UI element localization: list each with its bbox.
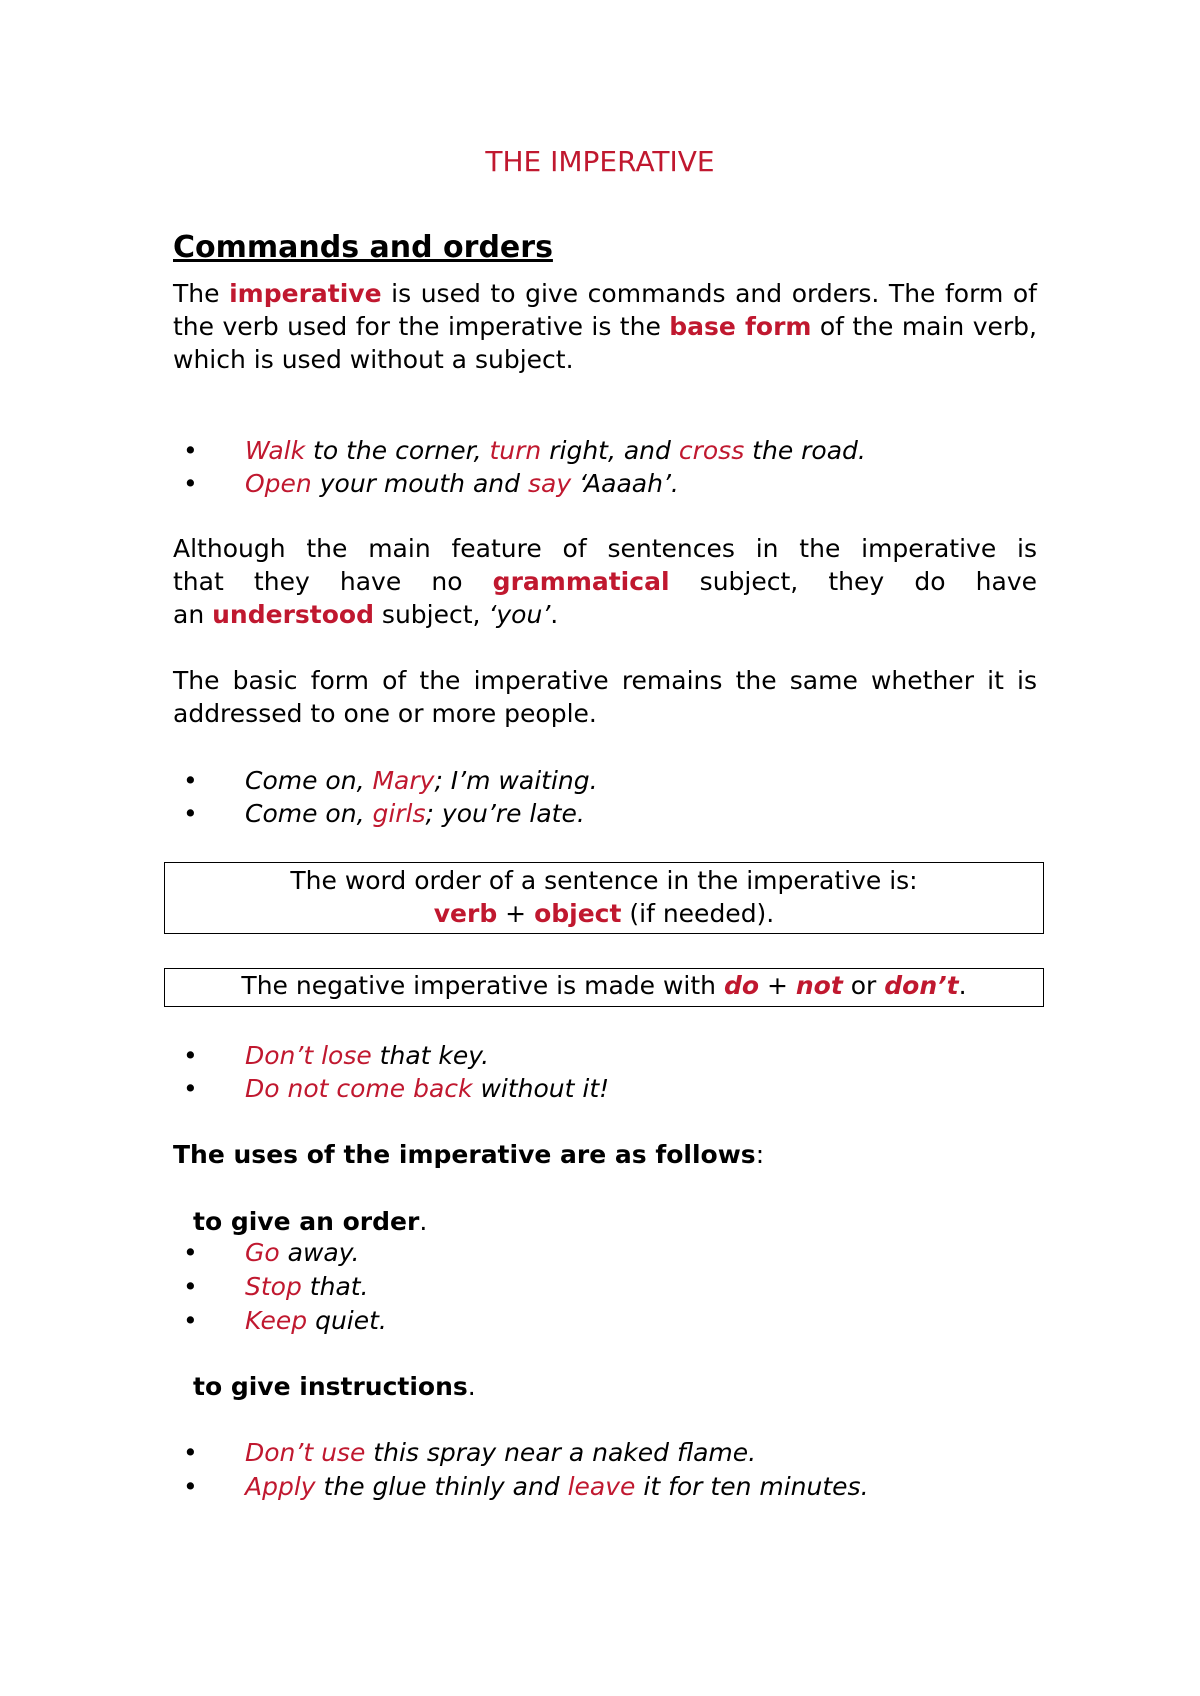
bullet-icon: • (183, 1472, 198, 1501)
text: that key. (371, 1041, 490, 1070)
bullet-icon: • (183, 1074, 198, 1103)
uses-heading (173, 1138, 1037, 1171)
text: of the main verb, which is used without a subject. (173, 312, 1037, 374)
bullet-icon: • (183, 1306, 198, 1335)
example-verb: Keep (245, 1306, 308, 1335)
box-line: The word order of a sentence in the imperative is: (290, 866, 918, 895)
word-order-box (164, 862, 1044, 934)
example-verb: Don’t lose (245, 1041, 372, 1070)
text: it for ten minutes. (635, 1472, 869, 1501)
text: The negative imperative is made with (241, 971, 724, 1000)
example-verb: Stop (245, 1272, 302, 1301)
paragraph-basic-form: The basic form of the imperative remains the same whether it is addressed to one or more people. (173, 666, 1037, 728)
paragraph-line (173, 598, 1037, 631)
text: + (759, 971, 796, 1000)
text: . (467, 1372, 476, 1401)
example-verb: Apply (245, 1472, 316, 1501)
text: to give instructions (193, 1372, 468, 1401)
text: your mouth and (311, 469, 528, 498)
highlight-term: verb (433, 899, 498, 928)
bullet-icon: • (183, 1272, 198, 1301)
text: subject, they do have (669, 567, 1037, 596)
bullet-icon: • (183, 1438, 198, 1467)
highlight-term: not (795, 971, 843, 1000)
text: : (755, 1140, 765, 1169)
negative-imperative-box (164, 968, 1044, 1007)
text: quiet. (307, 1306, 387, 1335)
text: is used to give commands and orders. The form of the verb used for the imperative is the (173, 279, 1037, 341)
bullet-icon: • (183, 799, 198, 828)
text: Come on, (245, 766, 373, 795)
subheading-instructions (193, 1370, 476, 1403)
text: subject, (373, 600, 489, 629)
text: without it! (472, 1074, 610, 1103)
text: ‘Aaaah’. (571, 469, 679, 498)
highlight-term: object (534, 899, 622, 928)
example-verb: Open (245, 469, 312, 498)
subheading-order (193, 1205, 427, 1238)
bullet-icon: • (183, 436, 198, 465)
text: + (497, 899, 535, 928)
text: . (550, 600, 559, 629)
example-verb: Do not come back (245, 1074, 473, 1103)
text: . (958, 971, 967, 1000)
bullet-icon: • (183, 766, 198, 795)
bullet-icon: • (183, 1041, 198, 1070)
highlight-term: understood (212, 600, 374, 629)
highlight-term: grammatical (492, 567, 670, 596)
section-heading: Commands and orders (173, 230, 553, 265)
paragraph-line: Although the main feature of sentences in the imperative is (173, 534, 1037, 563)
example-verb: say (527, 469, 572, 498)
example-word: Mary (372, 766, 435, 795)
text: The uses of the imperative are as follows (173, 1140, 756, 1169)
text: ‘you’ (488, 600, 551, 629)
text: the glue thinly and (315, 1472, 568, 1501)
text: right, and (541, 436, 679, 465)
text: an (173, 600, 213, 629)
example-verb: leave (567, 1472, 636, 1501)
text: to the corner, (305, 436, 490, 465)
example-verb: Go (245, 1238, 280, 1267)
text: that they have no (173, 567, 493, 596)
text: ; I’m waiting. (434, 766, 598, 795)
example-word: girls (372, 799, 426, 828)
highlight-term: base form (669, 312, 812, 341)
example-verb: Don’t use (245, 1438, 366, 1467)
highlight-term: do (723, 971, 760, 1000)
paragraph-line (173, 565, 1037, 598)
box-line (165, 969, 1043, 1002)
text: away. (279, 1238, 360, 1267)
text: (if needed). (621, 899, 775, 928)
page-title: THE IMPERATIVE (485, 145, 715, 178)
text: the road. (744, 436, 866, 465)
text: . (419, 1207, 428, 1236)
text: this spray near a naked flame. (365, 1438, 757, 1467)
highlight-term: don’t (884, 971, 959, 1000)
text: ; you’re late. (425, 799, 585, 828)
paragraph-intro (173, 277, 1037, 376)
example-verb: Walk (245, 436, 306, 465)
paragraph-subject (173, 532, 1037, 631)
text: to give an order (193, 1207, 420, 1236)
box-line (165, 897, 1043, 930)
example-verb: cross (678, 436, 745, 465)
text: that. (301, 1272, 369, 1301)
bullet-icon: • (183, 469, 198, 498)
text: Come on, (245, 799, 373, 828)
highlight-term: imperative (229, 279, 382, 308)
text: The (173, 279, 230, 308)
text: or (842, 971, 885, 1000)
example-verb: turn (489, 436, 542, 465)
bullet-icon: • (183, 1238, 198, 1267)
